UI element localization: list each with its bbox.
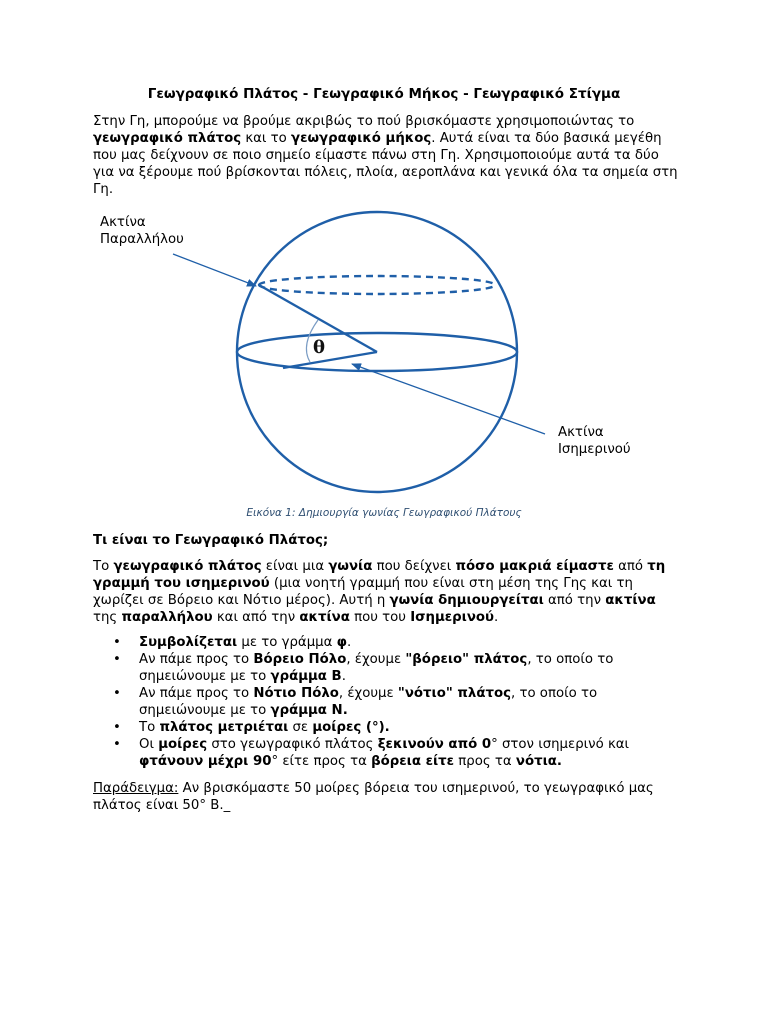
list-item: • Οι μοίρες στο γεωγραφικό πλάτος ξεκινούν από 0° στον ισημερινό και φτάνουν μέχρι 90° είτε προς τα βόρεια είτε προς τα νότια. (113, 737, 630, 769)
latitude-bullet-list (93, 634, 683, 770)
bullet-icon: • (113, 686, 121, 701)
intro-paragraph: Στην Γη, μπορούμε να βρούμε ακριβώς το πού βρισκόμαστε χρησιμοποιώντας το γεωγραφικό πλάτος και το γεωγραφικό μήκος. Αυτά είναι τα δύο βασικά μεγέθη που μας δείχνουν σε ποιο σημείο είμαστε πάνω στη Γη. Χρησιμοποιούμε αυτά τα δύο για να ξέρουμε πού βρίσκονται πόλεις, πλοία, αεροπλάνα και γενικά όλα τα σημεία στη Γη. (93, 114, 678, 197)
page-title: Γεωγραφικό Πλάτος - Γεωγραφικό Μήκος - Γεωγραφικό Στίγμα (147, 86, 621, 102)
figure-caption: Εικόνα 1: Δημιουργία γωνίας Γεωγραφικού Πλάτους (246, 507, 522, 519)
list-item: • Το πλάτος μετριέται σε μοίρες (°). (113, 720, 390, 735)
bullet-icon: • (113, 652, 121, 667)
bullet-icon: • (113, 720, 121, 735)
list-item: • Αν πάμε προς το Βόρειο Πόλο, έχουμε "βόρειο" πλάτος, το οποίο το σημειώνουμε με το γράμμα Β. (113, 652, 614, 684)
bullet-icon: • (113, 737, 121, 752)
parallel-back-dashed (259, 276, 495, 285)
list-item: • Αν πάμε προς το Νότιο Πόλο, έχουμε "νότιο" πλάτος, το οποίο το σημειώνουμε με το γράμμα Ν. (113, 686, 598, 718)
list-item: • Συμβολίζεται με το γράμμα φ. (113, 635, 352, 650)
theta-symbol: θ (313, 337, 326, 358)
latitude-figure (0, 200, 768, 500)
parallel-front-dashed (259, 285, 495, 294)
label-parallel-radius: Ακτίνα Παραλλήλου (100, 215, 184, 247)
bullet-icon: • (113, 635, 121, 650)
label-equator-radius: Ακτίνα Ισημερινού (558, 425, 631, 457)
arrow-parallel (173, 254, 256, 286)
example-label: Παράδειγμα: (93, 781, 179, 796)
equator-radius-line (283, 352, 377, 368)
section-heading: Τι είναι το Γεωγραφικό Πλάτος; (93, 533, 329, 548)
definition-paragraph: Το γεωγραφικό πλάτος είναι μια γωνία που δείχνει πόσο μακριά είμαστε από τη γραμμή του ισημερινού (μια νοητή γραμμή που είναι στη μέση της Γης και τη χωρίζει σε Βόρειο και Νότιο μέρος). Αυτή η γωνία δημιουργείται από την ακτίνα της παραλλήλου και από την ακτίνα που του Ισημερινού. (93, 559, 666, 625)
example-paragraph: Παράδειγμα: Αν βρισκόμαστε 50 μοίρες βόρεια του ισημερινού, το γεωγραφικό μας πλάτος είναι 50° Β._ (93, 781, 654, 813)
